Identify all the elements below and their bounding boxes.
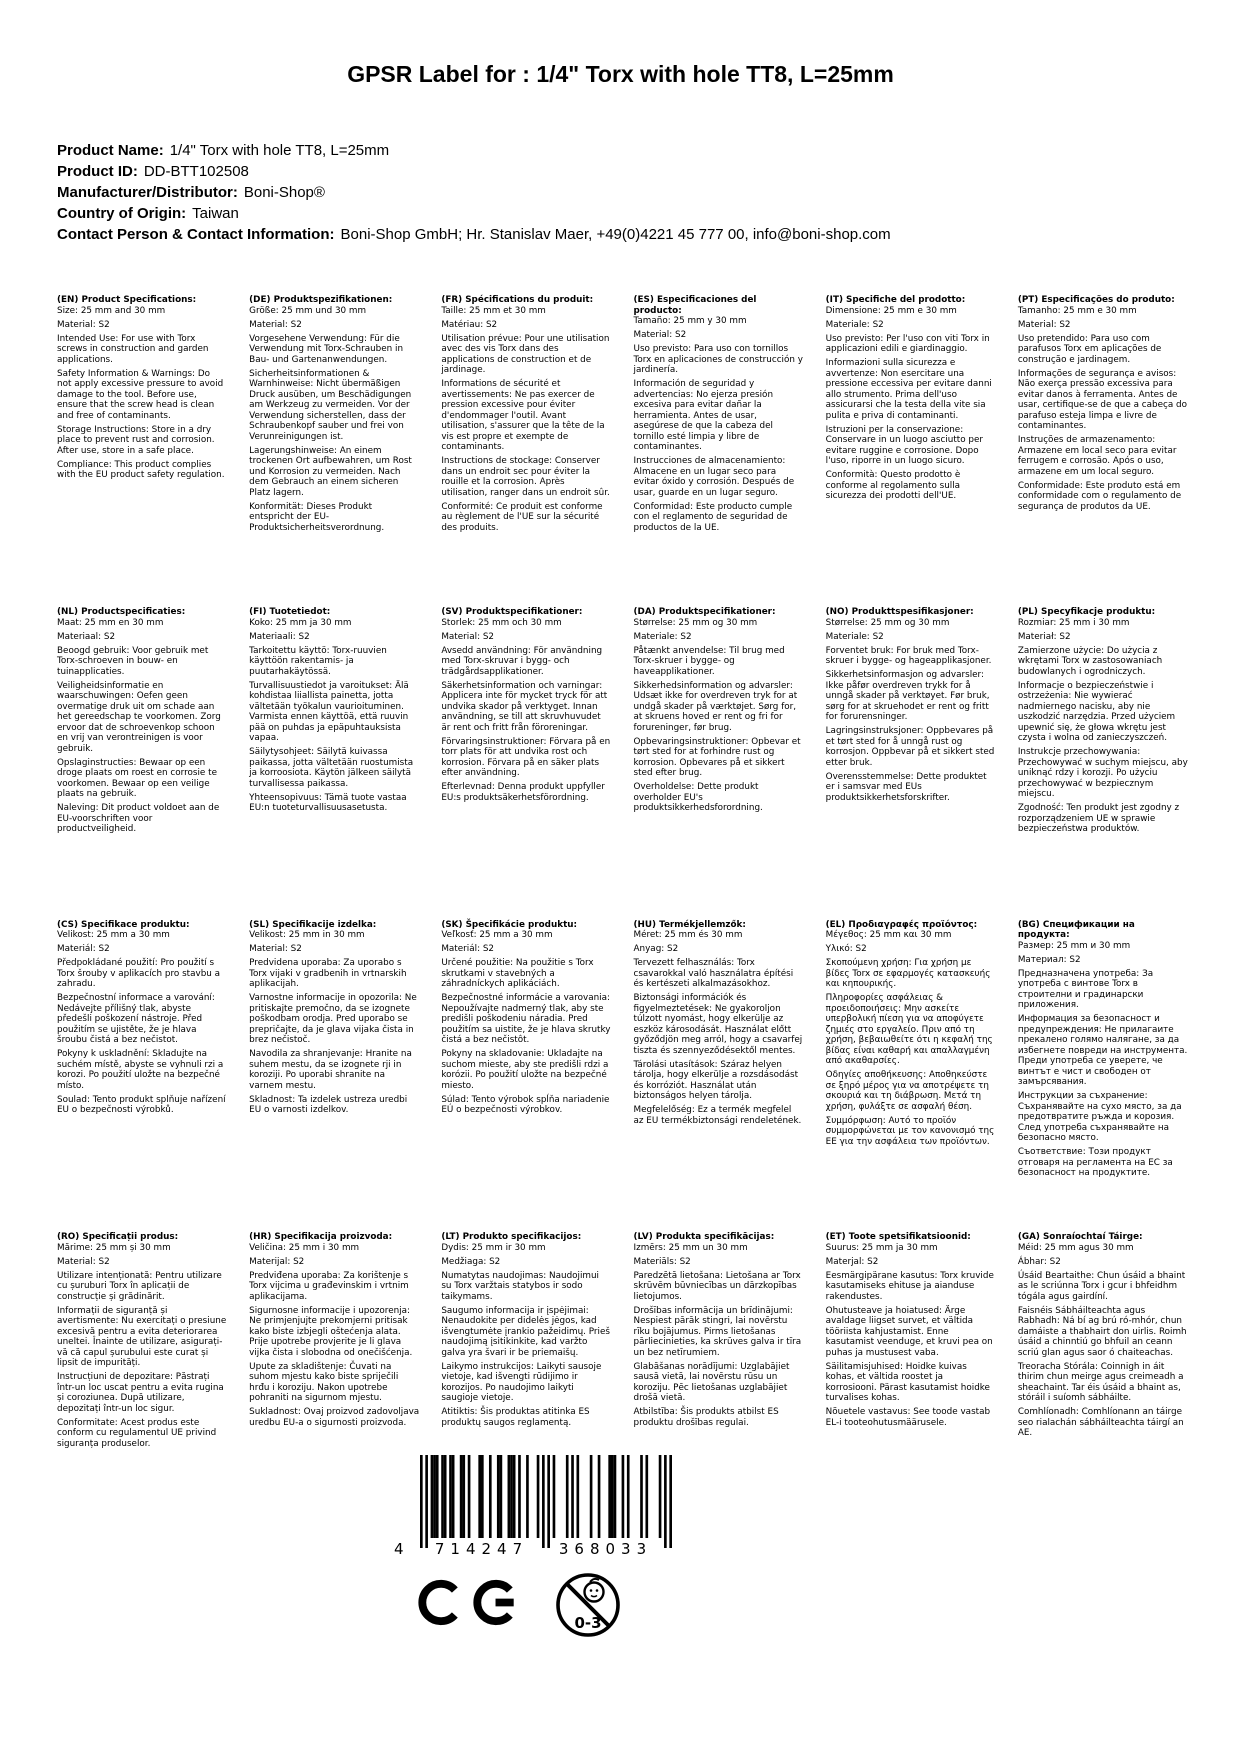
- spec-paragraph: Koko: 25 mm ja 30 mm: [249, 617, 352, 628]
- spec-paragraph: Medžiaga: S2: [441, 1256, 501, 1267]
- language-block-de: [249, 295, 419, 607]
- spec-paragraph: Avsedd användning: För användning med Torx-skruvar i bygg- och trädgårdsapplikationer.: [441, 645, 603, 677]
- spec-paragraph: Storlek: 25 mm och 30 mm: [441, 617, 562, 628]
- product-info: [57, 140, 891, 245]
- spec-paragraph: Materiaal: S2: [57, 631, 116, 642]
- language-block-body: [441, 1243, 611, 1429]
- info-field: [57, 203, 891, 224]
- spec-paragraph: Conformidad: Este producto cumple con el reglamento de seguridad de productos de la UE.: [633, 501, 793, 533]
- spec-paragraph: Säilitamisjuhised: Hoidke kuivas kohas, et vältida roostet ja korrosiooni. Pärast kasutamist hoidke turvalises kohas.: [825, 1361, 990, 1404]
- spec-paragraph: Materiale: S2: [825, 631, 884, 642]
- spec-paragraph: Maat: 25 mm en 30 mm: [57, 617, 164, 628]
- spec-paragraph: Istruzioni per la conservazione: Conservare in un luogo asciutto per evitare ruggine e corrosione. Dopo l'uso, riporre in un luogo sicuro.: [825, 424, 984, 466]
- info-field-label: Contact Person & Contact Information:: [57, 226, 335, 243]
- spec-paragraph: Materijal: S2: [249, 1256, 305, 1267]
- info-field-value: 1/4" Torx with hole TT8, L=25mm: [169, 142, 390, 159]
- spec-paragraph: Ábhar: S2: [1017, 1256, 1061, 1267]
- language-block-hr: [249, 1232, 419, 1544]
- language-block-body: [249, 306, 419, 534]
- language-block-header: (HU) Termékjellemzők:: [633, 919, 746, 930]
- spec-paragraph: Instruções de armazenamento: Armazene em local seco para evitar ferrugem e corrosão. Após o uso, armazene em um local seguro.: [1017, 435, 1177, 477]
- language-block-header: (SV) Produktspecifikationer:: [441, 607, 583, 618]
- language-block-pl: [1018, 607, 1188, 919]
- spec-paragraph: Varnostne informacije in opozorila: Ne pritiskajte premočno, da se izognete poškodbam orodja. Pred uporabo se prepričajte, da je glava vijaka čista in brez nečistoč.: [249, 993, 417, 1046]
- language-block-no: [826, 607, 996, 919]
- spec-paragraph: Informații de siguranță și avertismente: Nu exercitați o presiune excesivă pentru a evita deteriorarea uneltei. Înainte de utilizare, asigurați-vă că capul șurubului este curat și lipsit de impurități.: [57, 1305, 227, 1369]
- spec-paragraph: Materiál: S2: [57, 944, 110, 955]
- info-field: [57, 224, 891, 245]
- barcode-digits: [394, 1540, 672, 1558]
- language-grid: [57, 295, 1188, 1545]
- spec-paragraph: Material: S2: [249, 944, 302, 955]
- spec-paragraph: Upute za skladištenje: Čuvati na suhom mjestu kako biste spriječili hrđu i koroziju. Nakon upotrebe pohraniti na sigurnom mjestu.: [249, 1361, 399, 1404]
- spec-paragraph: Zamierzone użycie: Do użycia z wkrętami Torx w zastosowaniach budowlanych i ogrodniczych.: [1017, 645, 1163, 677]
- spec-paragraph: Ohutusteave ja hoiatused: Ärge avaldage liigset survet, et vältida tööriista kahjustamist. Enne kasutamist veenduge, et kruvi pea on puhas ja mustusest vaba.: [825, 1305, 993, 1358]
- barcode-first-digit: 4: [394, 1540, 404, 1558]
- info-field: [57, 161, 891, 182]
- spec-paragraph: Conformitate: Acest produs este conform cu regulamentul UE privind siguranța produselor.: [57, 1417, 217, 1449]
- language-block-sk: [441, 920, 611, 1232]
- language-block-el: [826, 920, 996, 1232]
- info-field-value: Boni-Shop®: [243, 184, 325, 201]
- spec-paragraph: Izmērs: 25 mm un 30 mm: [633, 1242, 748, 1253]
- info-field: [57, 140, 891, 161]
- spec-paragraph: Matériau: S2: [441, 319, 498, 330]
- language-block-body: [826, 618, 996, 804]
- language-block-body: [249, 618, 419, 814]
- spec-paragraph: Utilizare intenționată: Pentru utilizare cu șuruburi Torx în aplicații de construcție și grădinărit.: [57, 1270, 222, 1302]
- language-block-sl: [249, 920, 419, 1232]
- spec-paragraph: Rozmiar: 25 mm i 30 mm: [1017, 617, 1130, 628]
- info-field-label: Manufacturer/Distributor:: [57, 184, 238, 201]
- spec-paragraph: Materiale: S2: [825, 319, 884, 330]
- language-block-header: (SK) Špecifikácie produktu:: [441, 919, 578, 930]
- language-block-body: [1018, 618, 1188, 835]
- spec-paragraph: Pokyny k uskladnění: Skladujte na suchém místě, abyste se vyhnuli rzi a korozi. Po použití uložte na bezpečné místo.: [57, 1049, 224, 1091]
- spec-paragraph: Säkerhetsinformation och varningar: Applicera inte för mycket tryck för att undvika skador på verktyget. Innan användning, se till att skruvhuvudet är rent och fritt från föroreningar.: [441, 680, 608, 733]
- spec-paragraph: Σκοπούμενη χρήση: Για χρήση με βίδες Torx σε εφαρμογές κατασκευής και κηπουρικής.: [825, 958, 991, 990]
- spec-paragraph: Lagringsinstruksjoner: Oppbevares på et tørt sted for å unngå rust og korrosjon. Oppbevar på et sikkert sted etter bruk.: [825, 726, 995, 768]
- spec-paragraph: Sigurnosne informacije i upozorenja: Ne primjenjujte prekomjerni pritisak kako biste izbjegli oštećenja alata. Prije upotrebe provjerite je li glava vijka čista i slobodna od onečišćenja.: [249, 1305, 413, 1358]
- language-block-es: [634, 295, 804, 607]
- spec-paragraph: Utilisation prévue: Pour une utilisation avec des vis Torx dans des applications de construction et de jardinage.: [441, 333, 610, 375]
- language-block-ga: [1018, 1232, 1188, 1544]
- language-block-body: [1018, 306, 1188, 513]
- spec-paragraph: Påtænkt anvendelse: Til brug med Torx-skruer i bygge- og haveapplikationer.: [633, 645, 785, 677]
- spec-paragraph: Размер: 25 mm и 30 mm: [1017, 940, 1131, 951]
- language-block-header: (CS) Specifikace produktu:: [57, 919, 190, 930]
- language-block-header: (EN) Product Specifications:: [57, 295, 197, 305]
- spec-paragraph: Efterlevnad: Denna produkt uppfyller EU:s produktsäkerhetsförordning.: [441, 782, 605, 803]
- language-block-header: (RO) Specificații produs:: [57, 1232, 179, 1243]
- spec-paragraph: Overensstemmelse: Dette produktet er i samsvar med EUs produktsikkerhetsforskrifter.: [825, 771, 987, 803]
- ce-mark-icon: [416, 1576, 524, 1628]
- language-block-body: [57, 930, 227, 1116]
- spec-paragraph: Drošības informācija un brīdinājumi: Nespiest pārāk stingri, lai novērstu rīku bojājumus. Pirms lietošanas pārliecinieties, ka skrūves galva ir tīra un bez netīrumiem.: [633, 1305, 802, 1358]
- language-block-header: (ET) Toote spetsifikatsioonid:: [825, 1232, 971, 1243]
- info-field-value: Boni-Shop GmbH; Hr. Stanislav Maer, +49(0)4221 45 777 00, info@boni-shop.com: [340, 226, 891, 243]
- language-block-body: [826, 930, 996, 1147]
- spec-paragraph: Material: S2: [57, 319, 110, 330]
- spec-paragraph: Size: 25 mm and 30 mm: [57, 305, 166, 316]
- language-block-body: [634, 1243, 804, 1429]
- spec-paragraph: Tervezett felhasználás: Torx csavarokkal való használatra építési és kertészeti alkalmazásokhoz.: [633, 958, 794, 990]
- language-block-header: (IT) Specifiche del prodotto:: [825, 295, 966, 305]
- spec-paragraph: Méret: 25 mm és 30 mm: [633, 930, 743, 941]
- spec-paragraph: Skladnost: Ta izdelek ustreza uredbi EU o varnosti izdelkov.: [249, 1094, 408, 1116]
- spec-paragraph: Eesmärgipärane kasutus: Torx kruvide kasutamiseks ehituse ja aianduse rakendustes.: [825, 1270, 994, 1302]
- spec-paragraph: Material: S2: [249, 319, 302, 330]
- spec-paragraph: Navodila za shranjevanje: Hranite na suhem mestu, da se izognete rji in koroziji. Po uporabi shranite na varnem mestu.: [249, 1049, 412, 1091]
- spec-paragraph: Uso previsto: Para uso con tornillos Torx en aplicaciones de construcción y jardinería.: [633, 344, 803, 375]
- spec-paragraph: Tárolási utasítások: Száraz helyen tárolja, hogy elkerülje a rozsdásodást és korróziót. Használat után biztonságos helyen tárolja.: [633, 1059, 799, 1102]
- language-block-header: (HR) Specifikacija proizvoda:: [249, 1232, 393, 1243]
- language-block-body: [634, 316, 804, 533]
- spec-paragraph: Υλικό: S2: [825, 944, 867, 955]
- spec-paragraph: Tamaño: 25 mm y 30 mm: [633, 316, 747, 326]
- language-block-ro: [57, 1232, 227, 1544]
- spec-paragraph: Informacje o bezpieczeństwie i ostrzeżenia: Nie wywierać nadmiernego nacisku, aby nie uszkodzić narzędzia. Przed użyciem upewnić się, że głowa wkrętu jest czysta i wolna od zanieczyszczeń.: [1017, 680, 1176, 744]
- language-block-header: (FR) Spécifications du produit:: [441, 295, 594, 305]
- spec-paragraph: Předpokládané použití: Pro použití s Torx šrouby v aplikacích pro stavbu a zahradu.: [57, 958, 221, 990]
- spec-paragraph: Предназначена употреба: За употреба с винтове Torx в строителни и градинарски приложения.: [1017, 968, 1154, 1011]
- spec-paragraph: Méid: 25 mm agus 30 mm: [1017, 1242, 1134, 1253]
- spec-paragraph: Saugumo informacija ir įspėjimai: Nenaudokite per didelės jėgos, kad išvengtumėte įrankio pažeidimų. Prieš naudojimą įsitikinkite, kad varžto galva yra švari ir be priemaišų.: [441, 1305, 610, 1358]
- spec-paragraph: Turvallisuustiedot ja varoitukset: Älä kohdistaa liiallista painetta, jotta vältetään työkalun vaurioituminen. Varmista ennen käyttöä, että ruuvin pää on puhdas ja epäpuhtauksista vapaa.: [249, 680, 409, 744]
- spec-paragraph: Materiál: S2: [441, 944, 495, 955]
- spec-paragraph: Material: S2: [1017, 319, 1071, 330]
- language-block-header: (NL) Productspecificaties:: [57, 607, 186, 618]
- spec-paragraph: Материал: S2: [1017, 954, 1081, 965]
- spec-paragraph: Velikost: 25 mm a 30 mm: [57, 930, 170, 941]
- language-block-header: (BG) Спецификации на продукта:: [1017, 919, 1135, 941]
- spec-paragraph: Storage Instructions: Store in a dry place to prevent rust and corrosion. After use, store in a safe place.: [57, 424, 215, 456]
- spec-paragraph: Určené použitie: Na použitie s Torx skrutkami v stavebných a záhradníckych aplikáciách.: [441, 958, 594, 990]
- language-block-body: [57, 306, 227, 481]
- spec-paragraph: Förvaringsinstruktioner: Förvara på en torr plats för att undvika rost och korrosion. Förvara på en säker plats efter användning.: [441, 736, 611, 779]
- language-block-cs: [57, 920, 227, 1232]
- spec-paragraph: Materiał: S2: [1017, 631, 1071, 642]
- spec-paragraph: Biztonsági információk és figyelmeztetések: Ne gyakoroljon túlzott nyomást, hogy elkerülje az eszköz károsodását. Használat előtt győződjön meg arról, hogy a csavarfej tiszta és szennyeződésektől mentes.: [633, 993, 803, 1056]
- spec-paragraph: Atitiktis: Šis produktas atitinka ES produktų saugos reglamentą.: [441, 1407, 590, 1428]
- barcode-left-group: 714247: [434, 1540, 529, 1558]
- spec-paragraph: Soulad: Tento produkt splňuje nařízení EU o bezpečnosti výrobků.: [57, 1094, 226, 1116]
- spec-paragraph: Informações de segurança e avisos: Não exerça pressão excessiva para evitar danos à ferramenta. Antes de usar, certifique-se de que a cabeça do parafuso esteja limpa e livre de contaminantes.: [1017, 368, 1187, 431]
- spec-paragraph: Instrucciones de almacenamiento: Almacene en un lugar seco para evitar óxido y corrosión. Después de usar, guarde en un lugar seguro.: [633, 456, 795, 498]
- page-title: GPSR Label for : 1/4" Torx with hole TT8, L=25mm: [347, 61, 894, 87]
- language-block-et: [826, 1232, 996, 1544]
- barcode-area: [394, 1455, 672, 1565]
- spec-paragraph: Veiligheidsinformatie en waarschuwingen: Oefen geen overmatige druk uit om schade aan het gereedschap te voorkomen. Zorg ervoor dat de schroevenkop schoon en vrij van verontreinigen is voor gebruik.: [57, 680, 221, 754]
- spec-paragraph: Veľkosť: 25 mm a 30 mm: [441, 930, 553, 941]
- language-block-body: [57, 1243, 227, 1450]
- spec-paragraph: Atbilstība: Šis produkts atbilst ES produktu drošības regulai.: [633, 1407, 779, 1428]
- spec-paragraph: Opslaginstructies: Bewaar op een droge plaats om roest en corrosie te voorkomen. Bewaar op een veilige plaats na gebruik.: [57, 757, 217, 800]
- spec-paragraph: Conformité: Ce produit est conforme au règlement de l'UE sur la sécurité des produits.: [441, 501, 603, 533]
- spec-paragraph: Súlad: Tento výrobok spĺňa nariadenie EÚ o bezpečnosti výrobkov.: [441, 1094, 610, 1116]
- spec-paragraph: Uso pretendido: Para uso com parafusos Torx em aplicações de construção e jardinagem.: [1017, 333, 1162, 365]
- spec-paragraph: Instrucțiuni de depozitare: Păstrați într-un loc uscat pentru a evita rugina și coroziunea. După utilizare, depozitați într-un loc sigur.: [57, 1372, 224, 1414]
- language-block-body: [249, 930, 419, 1116]
- spec-paragraph: Størrelse: 25 mm og 30 mm: [633, 617, 758, 628]
- spec-paragraph: Konformität: Dieses Produkt entspricht der EU-Produktsicherheitsverordnung.: [249, 501, 385, 533]
- language-block-hu: [634, 920, 804, 1232]
- language-block-header: (LV) Produkta specifikācijas:: [633, 1232, 775, 1243]
- language-block-body: [634, 930, 804, 1126]
- spec-paragraph: Informations de sécurité et avertissements: Ne pas exercer de pression excessive pour éviter d'endommager l'outil. Avant utilisation, s'assurer que la tête de la vis est propre et exempte de contaminants.: [441, 379, 605, 452]
- spec-paragraph: Информация за безопасност и предупреждения: Не прилагаите прекалено голямо налягане, за да избегнете повреди на инструмента. Преди употреба се уверете, че винтът е чист и свободен от замърсявания.: [1017, 1014, 1188, 1088]
- spec-paragraph: Tamanho: 25 mm e 30 mm: [1017, 305, 1137, 316]
- language-block-body: [826, 1243, 996, 1429]
- age-warning-text: 0-3: [574, 1614, 602, 1632]
- language-block-body: [441, 930, 611, 1116]
- spec-paragraph: Πληροφορίες ασφάλειας & προειδοποιήσεις: Μην ασκείτε υπερβολική πίεση για να αποφύγετε ζημιές στο εργαλείο. Πριν από τη χρήση, βεβαιωθείτε ότι η κεφαλή της βίδας είναι καθαρή και απαλλαγμένη από ακαθαρσίες.: [825, 993, 993, 1067]
- language-block-nl: [57, 607, 227, 919]
- language-block-body: [826, 306, 996, 502]
- spec-paragraph: Veličina: 25 mm i 30 mm: [249, 1242, 360, 1253]
- spec-paragraph: Uso previsto: Per l'uso con viti Torx in applicazioni edili e giardinaggio.: [825, 333, 990, 354]
- language-block-pt: [1018, 295, 1188, 607]
- spec-paragraph: Compliance: This product complies with the EU product safety regulation.: [57, 459, 225, 480]
- spec-paragraph: Lagerungshinweise: An einem trockenen Ort aufbewahren, um Rost und Korrosion zu vermeiden. Nach dem Gebrauch an einem sicheren Platz lagern.: [249, 445, 412, 498]
- language-block-header: (EL) Προδιαγραφές προϊόντος:: [825, 919, 978, 930]
- language-block-bg: [1018, 920, 1188, 1232]
- spec-paragraph: Sicherheitsinformationen & Warnhinweise: Nicht übermäßigen Druck ausüben, um Beschädigungen am Werkzeug zu vermeiden. Vor der Verwendung sicherstellen, dass der Schraubenkopf sauber und frei von Verunreinigungen ist.: [249, 368, 412, 442]
- language-block-it: [826, 295, 996, 607]
- spec-paragraph: Glabāšanas norādījumi: Uzglabājiet sausā vietā, lai novērstu rūsu un koroziju. Pēc lietošanas uzglabājiet drošā vietā.: [633, 1361, 790, 1404]
- spec-paragraph: Información de seguridad y advertencias: No ejerza presión excesiva para evitar dañar la herramienta. Antes de usar, asegúrese de que la cabeza del tornillo esté limpia y libre de contaminantes.: [633, 379, 774, 452]
- info-field-value: Taiwan: [192, 205, 239, 222]
- spec-paragraph: Material: S2: [441, 631, 495, 642]
- language-block-header: (LT) Produkto specifikacijos:: [441, 1232, 582, 1243]
- spec-paragraph: Vorgesehene Verwendung: Für die Verwendung mit Torx-Schrauben in Bau- und Gartenanwendungen.: [249, 333, 404, 365]
- language-block-body: [441, 618, 611, 804]
- spec-paragraph: Sikkerhetsinformasjon og advarsler: Ikke påfør overdreven trykk for å unngå skader på verktøyet. Før bruk, sørg for at skruehodet er rent og fritt for forurensninger.: [825, 670, 990, 723]
- spec-paragraph: Velikost: 25 mm in 30 mm: [249, 930, 365, 941]
- spec-paragraph: Overholdelse: Dette produkt overholder EU's produktsikkerhedsforordning.: [633, 782, 763, 814]
- spec-paragraph: Sukladnost: Ovaj proizvod zadovoljava uredbu EU-a o sigurnosti proizvoda.: [249, 1407, 420, 1428]
- spec-paragraph: Taille: 25 mm et 30 mm: [441, 305, 546, 316]
- spec-paragraph: Инструкции за съхранение: Съхранявайте на сухо място, за да предотвратите ръжда и корозия. След употреба съхранявайте на безопасно място.: [1017, 1091, 1182, 1144]
- info-field-label: Country of Origin:: [57, 205, 187, 222]
- spec-paragraph: Safety Information & Warnings: Do not apply excessive pressure to avoid damage to the tool. Before use, ensure that the screw head is clean and free of contaminants.: [57, 368, 224, 421]
- age-warning-0-3-icon: [552, 1564, 624, 1644]
- spec-paragraph: Predvidena uporaba: Za uporabo s Torx vijaki v gradbenih in vrtnarskih aplikacijah.: [249, 958, 407, 990]
- spec-paragraph: Forventet bruk: For bruk med Torx-skruer i bygge- og hageapplikasjoner.: [825, 645, 992, 667]
- language-block-body: [1018, 941, 1188, 1179]
- language-block-body: [249, 1243, 419, 1429]
- spec-paragraph: Úsáid Beartaithe: Chun úsáid a bhaint as le scriúnna Torx i gcur i bhfeidhm tógála agus gairdíní.: [1017, 1270, 1186, 1302]
- spec-paragraph: Intended Use: For use with Torx screws in construction and garden applications.: [57, 333, 209, 365]
- spec-paragraph: Säilytysohjeet: Säilytä kuivassa paikassa, jotta vältetään ruostumista ja korroosiota. Käytön jälkeen säilytä turvallisessa paikassa.: [249, 747, 414, 789]
- spec-paragraph: Naleving: Dit product voldoet aan de EU-voorschriften voor productveiligheid.: [57, 803, 220, 835]
- spec-paragraph: Conformidade: Este produto está em conformidade com o regulamento de segurança de produtos da UE.: [1017, 480, 1182, 512]
- spec-paragraph: Sikkerhedsinformation og advarsler: Udsæt ikke for overdreven tryk for at undgå skader på værktøjet. Sørg for, at skruens hoved er rent og fri for forureninger, før brug.: [633, 680, 798, 733]
- spec-paragraph: Suurus: 25 mm ja 30 mm: [825, 1242, 938, 1253]
- language-block-body: [57, 618, 227, 835]
- spec-paragraph: Dimensione: 25 mm e 30 mm: [825, 305, 957, 316]
- ean13-barcode: [420, 1455, 672, 1548]
- spec-paragraph: Pokyny na skladovanie: Ukladajte na suchom mieste, aby ste predišli rdzi a korózii. Po použití uložte na bezpečné miesto.: [441, 1049, 609, 1091]
- language-block-sv: [441, 607, 611, 919]
- spec-paragraph: Comhlíonadh: Comhlíonann an táirge seo rialachán sábháilteachta táirgí an AE.: [1017, 1407, 1184, 1439]
- info-field-label: Product ID:: [57, 163, 138, 180]
- spec-paragraph: Faisnéis Sábháilteachta agus Rabhadh: Ná bí ag brú ró-mhór, chun damáiste a thabhairt don uirlis. Roimh úsáid a chinntiú go bhfuil an ceann scriú glan agus saor ó chaiteachas.: [1017, 1305, 1187, 1358]
- language-block-header: (GA) Sonraíochtaí Táirge:: [1017, 1232, 1143, 1243]
- spec-paragraph: Laikymo instrukcijos: Laikyti sausoje vietoje, kad išvengti rūdijimo ir korozijos. Po naudojimo laikyti saugioje vietoje.: [441, 1361, 602, 1404]
- spec-paragraph: Størrelse: 25 mm og 30 mm: [825, 617, 950, 628]
- spec-paragraph: Materiaali: S2: [249, 631, 310, 642]
- language-block-fr: [441, 295, 611, 607]
- language-block-header: (ES) Especificaciones del producto:: [633, 295, 757, 316]
- spec-paragraph: Größe: 25 mm und 30 mm: [249, 305, 367, 316]
- spec-paragraph: Material: S2: [57, 1256, 110, 1267]
- spec-paragraph: Material: S2: [633, 330, 687, 340]
- spec-paragraph: Dydis: 25 mm ir 30 mm: [441, 1242, 546, 1253]
- spec-paragraph: Instructions de stockage: Conserver dans un endroit sec pour éviter la rouille et la corrosion. Après utilisation, ranger dans un endroit sûr.: [441, 456, 610, 498]
- spec-paragraph: Bezpečnostní informace a varování: Nedávejte přílišný tlak, abyste předešli poškození nástroje. Před použitím se ujistěte, že je hlava šroubu čistá a bez nečistot.: [57, 993, 215, 1046]
- spec-paragraph: Anyag: S2: [633, 944, 679, 955]
- spec-paragraph: Predviđena uporaba: Za korištenje s Torx vijcima u građevinskim i vrtnim aplikacijama.: [249, 1270, 409, 1302]
- language-block-header: (PT) Especificações do produto:: [1017, 295, 1175, 305]
- spec-paragraph: Nõuetele vastavus: See toode vastab EL-i tooteohutusmäärusele.: [825, 1407, 991, 1428]
- spec-paragraph: Bezpečnostné informácie a varovania: Nepoužívajte nadmerný tlak, aby ste predišli poškodeniu náradia. Pred použitím sa uistite, že je hlava skrutky čistá a bez nečistôt.: [441, 993, 611, 1046]
- barcode-right-group: 368033: [558, 1540, 653, 1558]
- spec-paragraph: Beoogd gebruik: Voor gebruik met Torx-schroeven in bouw- en tuinapplicaties.: [57, 645, 209, 677]
- language-block-body: [634, 618, 804, 814]
- spec-paragraph: Yhteensopivuus: Tämä tuote vastaa EU:n tuoteturvallisuusasetusta.: [249, 792, 407, 814]
- spec-paragraph: Paredzētā lietošana: Lietošana ar Torx skrūvēm būvniecības un dārzkopības lietojumos.: [633, 1270, 801, 1302]
- spec-paragraph: Numatytas naudojimas: Naudojimui su Torx varžtais statybos ir sodo taikymams.: [441, 1270, 600, 1302]
- spec-paragraph: Οδηγίες αποθήκευσης: Αποθηκεύστε σε ξηρό μέρος για να αποτρέψετε τη σκουριά και τη διάβρωση. Μετά τη χρήση, φυλάξτε σε ασφαλή θέση.: [825, 1070, 989, 1112]
- info-field: [57, 182, 891, 203]
- spec-paragraph: Materiāls: S2: [633, 1256, 691, 1267]
- language-block-body: [1018, 1243, 1188, 1439]
- language-block-da: [634, 607, 804, 919]
- spec-paragraph: Съответствие: Този продукт отговаря на регламента на ЕС за безопасност на продуктите.: [1017, 1147, 1173, 1179]
- language-block-header: (SL) Specifikacije izdelka:: [249, 919, 377, 930]
- language-block-header: (FI) Tuotetiedot:: [249, 607, 331, 618]
- language-block-header: (DE) Produktspezifikationen:: [249, 295, 393, 305]
- info-field-value: DD-BTT102508: [143, 163, 249, 180]
- spec-paragraph: Conformità: Questo prodotto è conforme al regolamento sulla sicurezza dei prodotti dell'UE.: [825, 470, 961, 501]
- spec-paragraph: Mărime: 25 mm și 30 mm: [57, 1242, 171, 1253]
- info-field-label: Product Name:: [57, 142, 164, 159]
- spec-paragraph: Materiale: S2: [633, 631, 692, 642]
- spec-paragraph: Treoracha Stórála: Coinnigh in áit thirim chun meirge agus creimeadh a sheachaint. Tar éis úsáid a bhaint as, stóráil i suíomh sábháilte.: [1017, 1361, 1184, 1404]
- language-block-body: [441, 306, 611, 534]
- spec-paragraph: Materjal: S2: [825, 1256, 879, 1267]
- spec-paragraph: Megfelelőség: Ez a termék megfelel az EU termékbiztonsági rendeletének.: [633, 1105, 802, 1126]
- spec-paragraph: Tarkoitettu käyttö: Torx-ruuvien käyttöön rakentamis- ja puutarhakäytössä.: [249, 645, 387, 677]
- language-block-header: (DA) Produktspecifikationer:: [633, 607, 776, 618]
- language-block-header: (PL) Specyfikacje produktu:: [1017, 607, 1156, 618]
- spec-paragraph: Informazioni sulla sicurezza e avvertenze: Non esercitare una pressione eccessiva per evitare danni allo strumento. Prima dell'uso assicurarsi che la testa della vite sia pulita e priva di contaminanti.: [825, 358, 992, 421]
- language-block-en: [57, 295, 227, 607]
- spec-paragraph: Opbevaringsinstruktioner: Opbevar et tørt sted for at forhindre rust og korrosion. Opbevares på et sikkert sted efter brug.: [633, 736, 801, 779]
- language-block-fi: [249, 607, 419, 919]
- spec-paragraph: Zgodność: Ten produkt jest zgodny z rozporządzeniem UE w sprawie bezpieczeństwa produktów.: [1017, 803, 1180, 835]
- language-block-header: (NO) Produkttspesifikasjoner:: [825, 607, 974, 618]
- spec-paragraph: Συμμόρφωση: Αυτό το προϊόν συμμορφώνεται με τον κανονισμό της ΕΕ για την ασφάλεια των προϊόντων.: [825, 1115, 995, 1147]
- spec-paragraph: Instrukcje przechowywania: Przechowywać w suchym miejscu, aby uniknąć rdzy i korozji. Po użyciu przechowywać w bezpiecznym miejscu.: [1017, 747, 1188, 800]
- spec-paragraph: Μέγεθος: 25 mm και 30 mm: [825, 930, 952, 941]
